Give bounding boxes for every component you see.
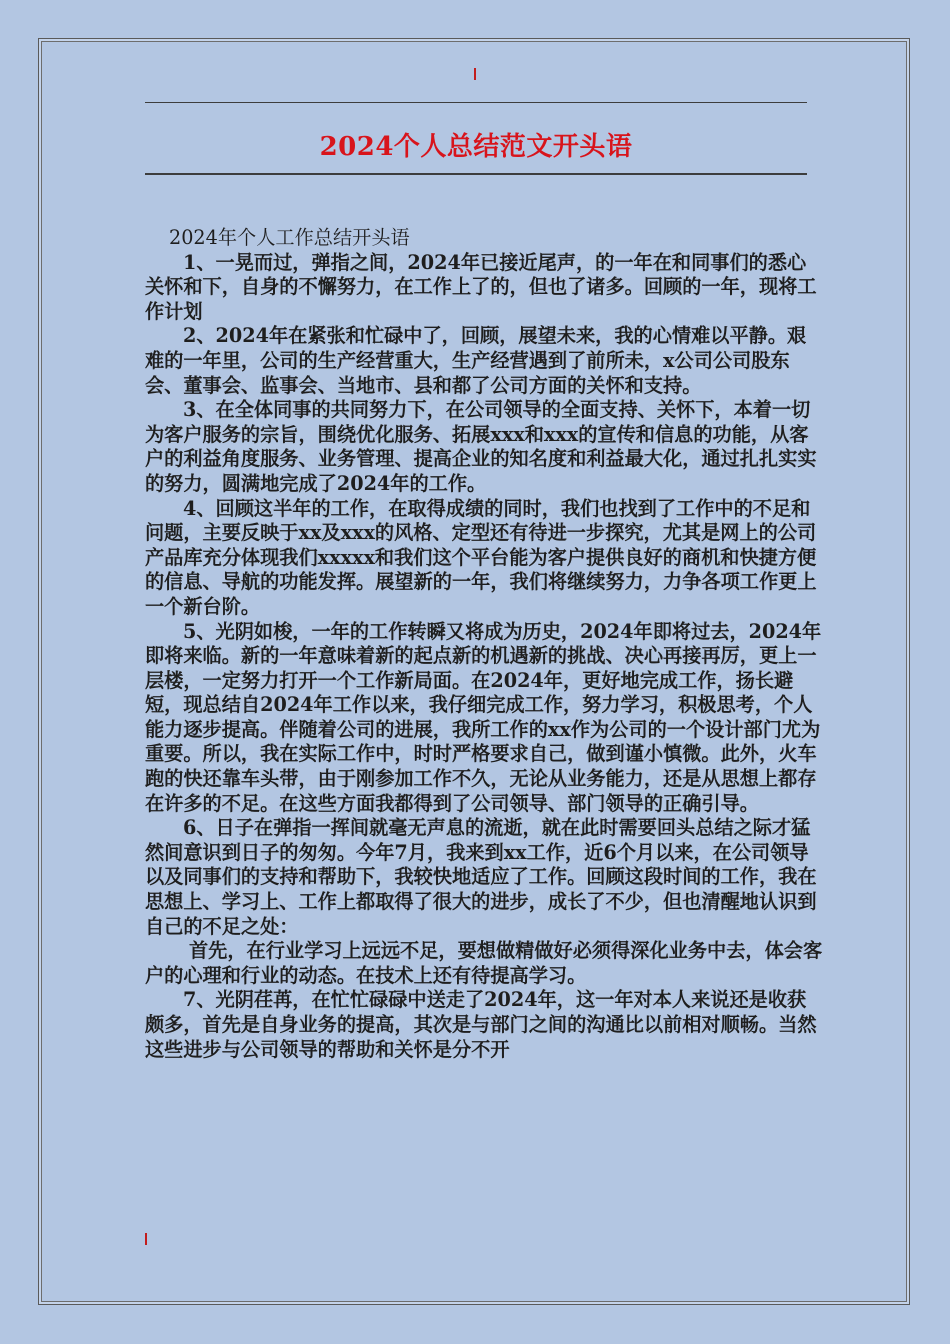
document-title: 2024个人总结范文开头语 bbox=[319, 132, 633, 162]
title-rule bbox=[145, 173, 807, 175]
paragraph-1: 1、一晃而过，弹指之间，2024年已接近尾声，的一年在和同事们的悉心关怀和下，自身的不懈努力，在工作上了的，但也了诸多。回顾的一年，现将工作计划 bbox=[145, 250, 817, 323]
footer-mark bbox=[145, 1233, 147, 1245]
paragraph-3: 3、在全体同事的共同努力下，在公司领导的全面支持、关怀下，本着一切为客户服务的宗旨，围绕优化服务、拓展xxx和xxx的宣传和信息的功能，从客户的利益角度服务、业务管理、提高企业的知名度和利益最大化，通过扎扎实实的努力，圆满地完成了2024年的工作。 bbox=[145, 398, 817, 495]
paragraph-2: 2、2024年在紧张和忙碌中了，回顾，展望未来，我的心情难以平静。艰难的一年里，公司的生产经营重大，生产经营遇到了前所未，x公司公司股东会、董事会、监事会、当地市、县和都了公司方面的关怀和支持。 bbox=[145, 324, 807, 397]
paragraph-7: 7、光阴荏苒，在忙忙碌碌中送走了2024年，这一年对本人来说还是收获颇多，首先是自身业务的提高，其次是与部门之间的沟通比以前相对顺畅。当然这些进步与公司领导的帮助和关怀是分不开 bbox=[145, 988, 817, 1061]
paragraph-4: 4、回顾这半年的工作，在取得成绩的同时，我们也找到了工作中的不足和问题，主要反映于xx及xxx的风格、定型还有待进一步探究，尤其是网上的公司产品库充分体现我们xxxxx和我们这个平台能为客户提供良好的商机和快捷方便的信息、导航的功能发挥。展望新的一年，我们将继续努力，力争各项工作更上一个新台阶。 bbox=[145, 496, 817, 618]
paragraph-5: 5、光阴如梭，一年的工作转瞬又将成为历史，2024年即将过去，2024年即将来临。新的一年意味着新的起点新的机遇新的挑战、决心再接再厉，更上一层楼，一定努力打开一个工作新局面。在2024年，更好地完成工作，扬长避短，现总结自2024年工作以来，我仔细完成工作，努力学习，积极思考，个人能力逐步提高。伴随着公司的进展，我所工作的xx作为公司的一个设计部门尤为重要。所以，我在实际工作中，时时严格要求自己，做到谨小慎微。此外，火车跑的快还靠车头带，由于刚参加工作不久，无论从业务能力，还是从思想上都存在许多的不足。在这些方面我都得到了公司领导、部门领导的正确引导。 bbox=[145, 619, 822, 815]
header-rule bbox=[145, 102, 807, 103]
paragraph-6: 6、日子在弹指一挥间就毫无声息的流逝，就在此时需要回头总结之际才猛然间意识到日子的匆匆。今年7月，我来到xx工作，近6个月以来，在公司领导以及同事们的支持和帮助下，我较快地适应了工作。回顾这段时间的工作，我在思想上、学习上、工作上都取得了很大的进步，成长了不少，但也清醒地认识到自己的不足之处： bbox=[145, 816, 817, 938]
paragraph-6-note: 首先，在行业学习上远远不足，要想做精做好必须得深化业务中去，体会客户的心理和行业的动态。在技术上还有待提高学习。 bbox=[145, 939, 823, 987]
document-subtitle: 2024年个人工作总结开头语 bbox=[169, 226, 410, 249]
header-mark bbox=[474, 68, 476, 80]
document-body bbox=[145, 226, 825, 1062]
